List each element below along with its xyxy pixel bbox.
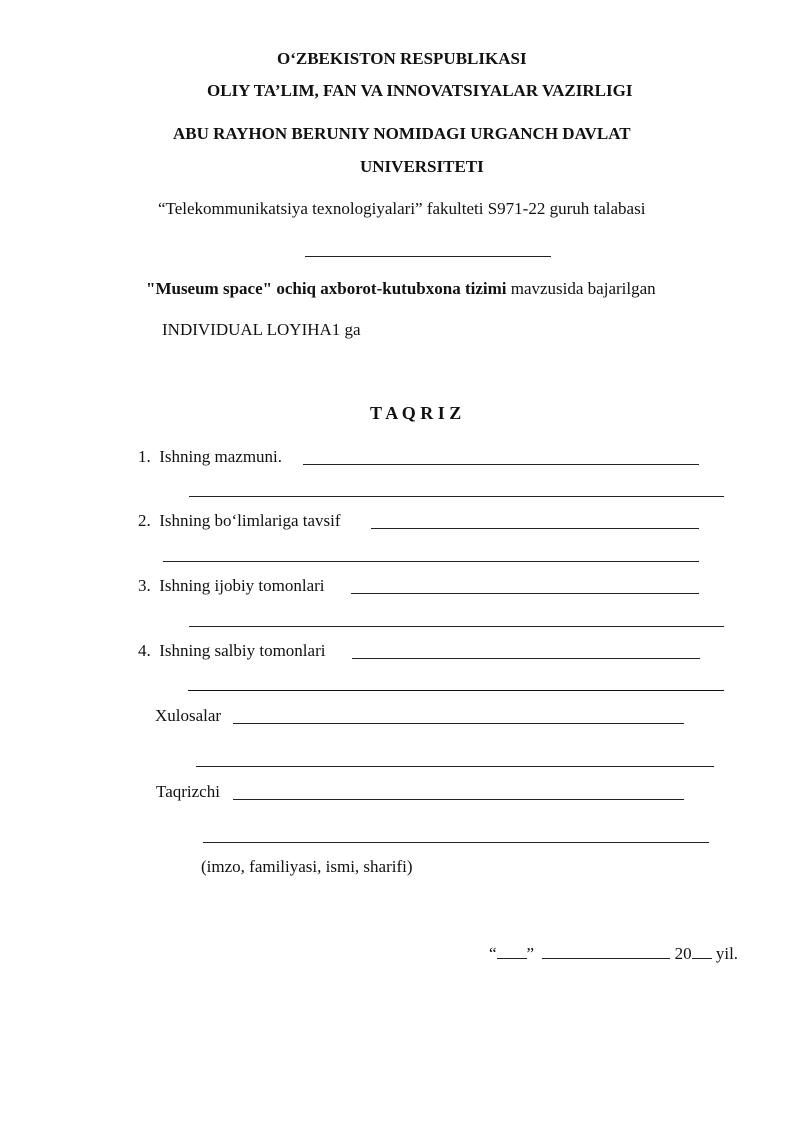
topic-line: [146, 280, 656, 297]
day-blank[interactable]: [497, 957, 527, 959]
section-1-text: Ishning mazmuni.: [159, 447, 283, 466]
year-prefix: 20: [674, 944, 692, 963]
section-1-label: [138, 448, 282, 465]
section-3-blank-a[interactable]: [351, 593, 699, 594]
section-3-blank-b[interactable]: [189, 626, 724, 627]
year-suffix: yil.: [715, 944, 739, 963]
section-4-blank-a[interactable]: [352, 658, 700, 659]
section-2-blank-a[interactable]: [371, 528, 699, 529]
topic-title: "Museum space" ochiq axborot-kutubxona tizimi: [146, 279, 507, 298]
conclusions-blank-b[interactable]: [196, 766, 714, 767]
section-3-number: 3.: [138, 576, 151, 595]
section-3-text: Ishning ijobiy tomonlari: [159, 576, 325, 595]
date-close-quote: ”: [526, 944, 535, 963]
section-1-number: 1.: [138, 447, 151, 466]
republic-heading: O‘ZBEKISTON RESPUBLIKASI: [277, 49, 527, 68]
section-3-label: [138, 577, 325, 594]
date-line: [489, 945, 738, 962]
reviewer-blank-b[interactable]: [203, 842, 709, 843]
signature-note: (imzo, familiyasi, ismi, sharifi): [201, 857, 413, 876]
section-2-text: Ishning bo‘limlariga tavsif: [159, 511, 341, 530]
year-blank[interactable]: [692, 957, 712, 959]
conclusions-blank-a[interactable]: [233, 723, 684, 724]
reviewer-label: Taqrizchi: [156, 782, 220, 801]
section-4-label: [138, 642, 325, 659]
review-title: T A Q R I Z: [370, 403, 462, 423]
conclusions-label: Xulosalar: [155, 706, 222, 725]
section-4-number: 4.: [138, 641, 151, 660]
university-heading-line2: UNIVERSITETI: [360, 157, 484, 176]
section-4-blank-b[interactable]: [188, 690, 724, 691]
section-1-blank-b[interactable]: [189, 496, 724, 497]
university-heading-line1: ABU RAYHON BERUNIY NOMIDAGI URGANCH DAVLAT: [173, 124, 631, 143]
month-blank[interactable]: [542, 957, 670, 959]
section-1-blank-a[interactable]: [303, 464, 699, 465]
topic-suffix: mavzusida bajarilgan: [506, 279, 656, 298]
section-2-blank-b[interactable]: [163, 561, 699, 562]
date-open-quote: “: [489, 944, 497, 963]
ministry-heading: OLIY TA’LIM, FAN VA INNOVATSIYALAR VAZIRLIGI: [207, 81, 633, 100]
faculty-line: “Telekommunikatsiya texnologiyalari” fakulteti S971-22 guruh talabasi: [158, 199, 646, 218]
reviewer-blank-a[interactable]: [233, 799, 684, 800]
student-name-blank[interactable]: [305, 256, 551, 257]
section-4-text: Ishning salbiy tomonlari: [159, 641, 326, 660]
section-2-label: [138, 512, 341, 529]
project-line: INDIVIDUAL LOYIHA1 ga: [162, 320, 361, 339]
section-2-number: 2.: [138, 511, 151, 530]
